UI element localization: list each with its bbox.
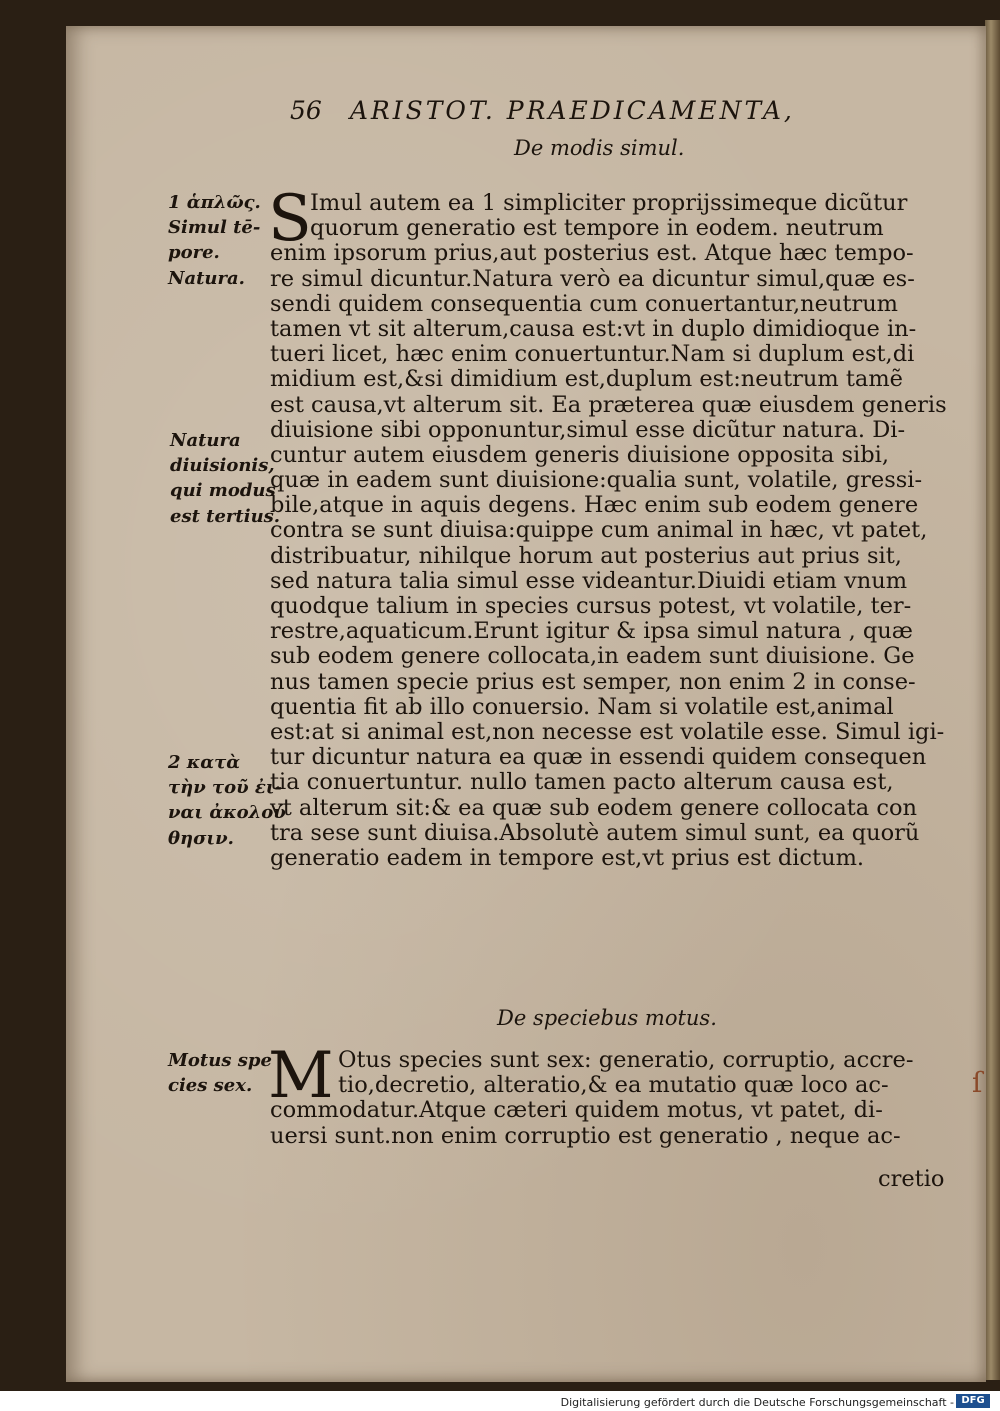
- running-title: ARISTOT. PRAEDICAMENTA,: [349, 96, 795, 125]
- marginal-line: est tertius.: [170, 505, 281, 527]
- text-line: midium est,&si dimidium est,duplum est:neutrum tamẽ: [270, 366, 903, 393]
- marginal-note: [170, 428, 280, 529]
- text-line: tra sese sunt diuisa.Absolutè autem simul sunt, ea quorũ: [270, 819, 920, 846]
- page-edge: [985, 20, 1000, 1380]
- text-line: contra se sunt diuisa:quippe cum animal in hæc, vt patet,: [270, 517, 928, 544]
- text-line: tio,decretio, alteratio,& ea mutatio quæ loco ac-: [338, 1072, 889, 1099]
- text-line: est causa,vt alterum sit. Ea præterea quæ eiusdem generis: [270, 391, 947, 418]
- text-line: tia conuertuntur. nullo tamen pacto alterum causa est,: [270, 769, 894, 796]
- text-line: sub eodem genere collocata,in eadem sunt diuisione. Ge: [270, 643, 915, 670]
- text-line: bile,atque in aquis degens. Hæc enim sub eodem genere: [270, 492, 919, 519]
- marginal-line: cies sex.: [168, 1075, 253, 1097]
- drop-cap: S: [268, 182, 312, 256]
- marginal-line: pore.: [168, 242, 220, 264]
- marginal-line: Natura.: [168, 267, 245, 289]
- page-number: 56: [290, 96, 322, 125]
- text-line: nus tamen specie prius est semper, non enim 2 in conse-: [270, 668, 916, 695]
- text-line: cuntur autem eiusdem generis diuisione opposita sibi,: [270, 441, 889, 468]
- section-heading: De modis simul.: [514, 136, 685, 160]
- text-line: commodatur.Atque cæteri quidem motus, vt patet, di-: [270, 1097, 883, 1124]
- dfg-logo: DFG: [956, 1394, 990, 1408]
- marginal-line: τὴν τοῦ ἐι-: [168, 777, 282, 799]
- marginal-line: diuisionis,: [170, 455, 275, 477]
- body-paragraph: [268, 1039, 930, 1149]
- body-paragraph: [268, 182, 947, 871]
- marginal-line: Motus spe: [168, 1050, 272, 1071]
- marginal-line: 1 ἁπλῶς.: [168, 192, 261, 213]
- marginal-line: θησιν.: [168, 827, 234, 849]
- marginal-line: Simul tē-: [168, 217, 261, 239]
- text-line: tur dicuntur natura ea quæ in essendi quidem consequen: [270, 744, 927, 771]
- text-line: est:at si animal est,non necesse est volatile esse. Simul igi-: [270, 718, 945, 745]
- marginal-line: 2 κατὰ: [168, 752, 241, 773]
- text-line: quodque talium in species cursus potest, vt volatile, ter-: [270, 593, 912, 619]
- text-line: sed natura talia simul esse videantur.Diuidi etiam vnum: [270, 567, 908, 594]
- marginal-line: qui modus: [170, 480, 276, 502]
- drop-cap: M: [268, 1039, 334, 1113]
- text-line: re simul dicuntur.Natura verò ea dicuntur simul,quæ es-: [270, 265, 915, 292]
- marginal-line: ναι ἀκολού: [168, 802, 286, 824]
- text-line: restre,aquaticum.Erunt igitur & ipsa simul natura , quæ: [270, 618, 913, 645]
- text-line: vt alterum sit:& ea quæ sub eodem genere collocata con: [270, 794, 917, 821]
- text-line: quentia fit ab illo conuersio. Nam si volatile est,animal: [270, 693, 894, 720]
- marginal-note: [168, 190, 261, 291]
- footer-credit: Digitalisierung gefördert durch die Deutsche Forschungsgemeinschaft -: [560, 1396, 954, 1409]
- text-line: quæ in eadem sunt diuisione:qualia sunt, volatile, gressi-: [270, 467, 923, 494]
- text-line: uersi sunt.non enim corruptio est generatio , neque ac-: [270, 1122, 901, 1149]
- margin-mark: ſ: [972, 1066, 983, 1099]
- marginal-note: [168, 750, 286, 851]
- section-heading: De speciebus motus.: [497, 1006, 717, 1030]
- text-line: tamen vt sit alterum,causa est:vt in duplo dimidioque in-: [270, 315, 917, 342]
- text-line: sendi quidem consequentia cum conuertantur,neutrum: [270, 290, 899, 317]
- text-line: quorum generatio est tempore in eodem. neutrum: [310, 215, 884, 242]
- text-line: tueri licet, hæc enim conuertuntur.Nam si duplum est,di: [270, 341, 915, 368]
- text-line: distribuatur, nihilque horum aut posterius aut prius sit,: [270, 542, 902, 569]
- marginal-note: [168, 1048, 272, 1098]
- marginal-line: Natura: [170, 430, 241, 451]
- catchword: cretio: [878, 1166, 945, 1192]
- text-line: diuisione sibi opponuntur,simul esse dicũtur natura. Di-: [270, 416, 906, 443]
- text-line: enim ipsorum prius,aut posterius est. Atque hæc tempo-: [270, 240, 914, 267]
- text-line: Imul autem ea 1 simpliciter proprijssimeque dicũtur: [310, 190, 908, 216]
- running-head: [290, 96, 850, 132]
- text-line: generatio eadem in tempore est,vt prius est dictum.: [270, 844, 865, 871]
- text-line: Otus species sunt sex: generatio, corruptio, accre-: [338, 1047, 914, 1073]
